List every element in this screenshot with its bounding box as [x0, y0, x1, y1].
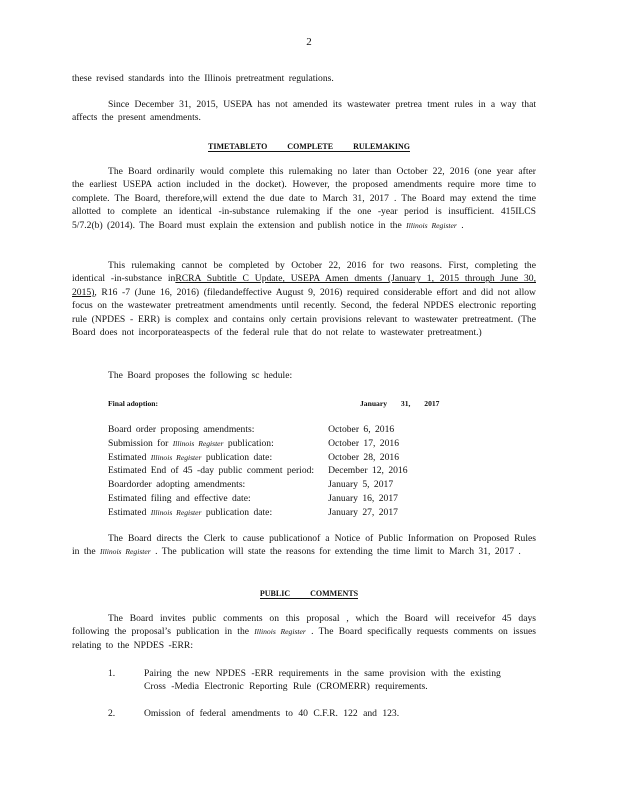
paragraph-notice-end: . The publication will state the reasons for extending the time limit to March 31, 2017 . — [155, 546, 521, 558]
heading-public-comments-text: PUBLIC COMMENTS — [259, 589, 359, 598]
final-adoption-label: Final adoption: — [108, 399, 159, 408]
paragraph-usepa: Since December 31, 2015, USEPA has not amended its wastewater pretrea tment rules in a way that affects the present amendments. — [72, 99, 536, 124]
schedule-event — [106, 451, 316, 465]
illinois-register-ref: Illinois Register — [100, 547, 151, 557]
schedule-date: January 27, 2017 — [328, 506, 398, 518]
illinois-register-ref: Illinois Register — [150, 452, 202, 462]
paragraph-reasons — [72, 259, 536, 339]
list-item: Omission of federal amendments to 40 C.F.R. 122 and 123. — [144, 708, 400, 719]
rcra-citation: RCRA Subtitle C Update, USEPA Amen dments (January 1, 2015 through June 30, 2015) — [72, 273, 536, 298]
paragraph-comments — [72, 612, 536, 652]
list-item-number: 2. — [108, 708, 116, 719]
page-number: 2 — [306, 36, 312, 48]
schedule-table — [106, 423, 410, 520]
schedule-row — [106, 492, 410, 506]
schedule-date: January 16, 2017 — [328, 492, 398, 504]
schedule-event — [106, 437, 316, 451]
schedule-event-text: publication date: — [201, 506, 273, 518]
schedule-event-text: Estimated filing and effective date: — [108, 492, 251, 504]
schedule-event — [106, 478, 316, 492]
list-item: Pairing the new NPDES -ERR requirements in the same provision with the existing Cross -Media Electronic Reporting Rule (CROMERR) requirements. — [144, 668, 501, 693]
schedule-event-text: publication: — [223, 437, 274, 449]
schedule-date: October 28, 2016 — [328, 451, 399, 463]
schedule-row — [106, 423, 410, 437]
paragraph-timeline-text: The Board ordinarily would complete this rulemaking no later than October 22, 2016 (one year after the earliest USEPA action included in the docket). However, the proposed amendments require more time to complete. The Board, therefore,will extend the due date to March 31, 2017 . The Board may extend the time allotted to complete an identical -in-substance rulemaking if the one -year period is insufficient. 415ILCS 5/7.2(b) (2014). The Board must explain the extension and publish notice in the — [72, 166, 536, 231]
schedule-row — [106, 506, 410, 520]
list-item-number: 1. — [108, 668, 116, 679]
illinois-register-ref: Illinois Register — [254, 627, 306, 637]
schedule-final-adoption — [108, 397, 448, 410]
schedule-date: October 6, 2016 — [328, 424, 395, 435]
schedule-event-text: publication date: — [201, 451, 273, 463]
paragraph-reasons-rest: , R16 -7 (June 16, 2016) (filedandeffective August 9, 2016) required considerable effort and did not allow focus on the wastewater pretreatment amendments until recently. Second, the federal NPDES electronic reporting rule (NPDES - ERR) is complex and contains only certain provisions relevant to wastewater pretreatment. (The Board does not incorporateaspects of the federal rule that do not relate to wastewater pretreatment.) — [72, 286, 536, 339]
schedule-event-text: Board order proposing amendments: — [108, 424, 255, 435]
paragraph-reasons-text: This rulemaking cannot be completed by October 22, 2016 for two reasons. First, completing the identical -in-substance in — [72, 260, 536, 285]
paragraph-timeline — [72, 165, 536, 232]
illinois-register-ref: Illinois Register — [150, 507, 202, 517]
heading-timetable — [72, 140, 546, 153]
schedule-row — [106, 437, 410, 451]
schedule-date: December 12, 2016 — [328, 465, 408, 477]
final-adoption-date: January 31, 2017 — [360, 399, 440, 408]
illinois-register-ref: Illinois Register — [406, 220, 457, 230]
paragraph-notice-text: The Board directs the Clerk to cause publicationof a Notice of Public Information on Proposed Rules in the — [72, 533, 536, 558]
paragraph-continuation: these revised standards into the Illinois pretreatment regulations. — [72, 73, 334, 84]
illinois-register-ref: Illinois Register — [172, 438, 224, 448]
heading-public-comments — [72, 587, 546, 600]
schedule-event — [106, 423, 316, 437]
schedule-event — [106, 492, 316, 506]
schedule-event — [106, 506, 316, 520]
schedule-row — [106, 451, 410, 465]
paragraph-timeline-end: . — [461, 219, 464, 231]
schedule-row — [106, 478, 410, 492]
schedule-event-text: Estimated — [108, 506, 151, 518]
schedule-event-text: Submission for — [108, 437, 173, 449]
paragraph-notice — [72, 532, 536, 559]
schedule-date: October 17, 2016 — [328, 437, 399, 449]
schedule-row — [106, 464, 410, 478]
schedule-event-text: Boardorder adopting amendments: — [108, 479, 246, 491]
schedule-event-text: Estimated End of 45 -day public comment period: — [108, 465, 315, 477]
heading-timetable-text: TIMETABLETO COMPLETE RULEMAKING — [208, 142, 410, 151]
schedule-date: January 5, 2017 — [328, 479, 394, 491]
paragraph-comments-end: . The Board specifically requests comments on issues relating to the NPDES -ERR: — [72, 626, 536, 651]
schedule-event-text: Estimated — [108, 451, 151, 463]
paragraph-comments-text: The Board invites public comments on this proposal , which the Board will receivefor 45 days following the proposal’s publication in the — [72, 613, 536, 638]
paragraph-schedule-intro: The Board proposes the following sc hedule: — [108, 370, 293, 381]
schedule-event — [106, 464, 316, 478]
